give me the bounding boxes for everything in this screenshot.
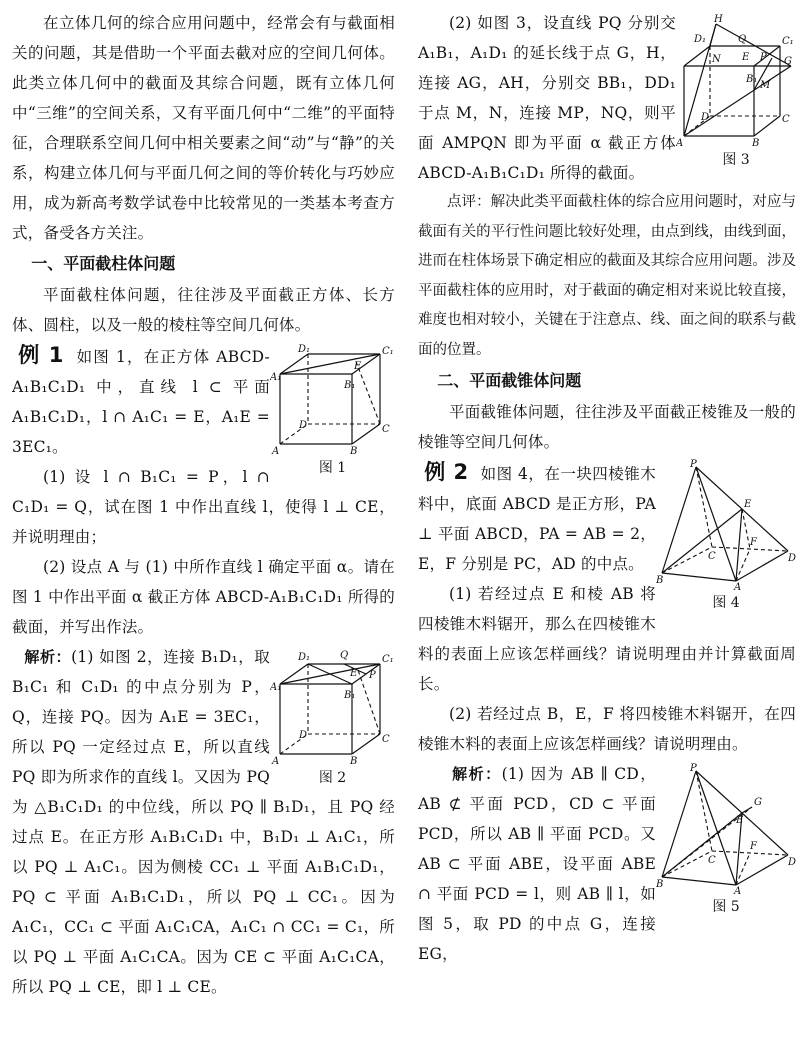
example1-question2: (2) 设点 A 与 (1) 中所作直线 l 确定平面 α。请在图 1 中作出平面 α 截正方体 ABCD-A₁B₁C₁D₁ 所得的截面，并写出作法。 (12, 558, 395, 636)
svg-text:M: M (760, 80, 771, 91)
solution-label-2: 解析： (452, 765, 502, 783)
pyramid-diagram-4 (656, 459, 796, 591)
svg-text:B: B (656, 879, 664, 890)
section2-heading: 二、平面截锥体问题 (437, 371, 582, 390)
svg-text:E: E (354, 361, 362, 372)
svg-text:B₁: B₁ (746, 74, 758, 85)
figure-3-caption: 图 3 (722, 152, 750, 168)
svg-text:B: B (350, 756, 358, 766)
example2-text: 如图 4，在一块四棱锥木料中，底面 ABCD 是正方形，PA ⊥ 平面 ABCD，PA = AB = 2，E，F 分别是 PC，AD 的中点。 (418, 465, 656, 573)
solution2: (2) 如图 3，设直线 PQ 分别交 A₁B₁，A₁D₁ 的延长线于点 G，H，连接 AG，AH，分别交 BB₁，DD₁ 于点 M，N，连接 MP，NQ，则平面 AMPQN 即为平面 α 截正方体 ABCD-A₁B₁C₁D₁ 所得的截面。 (418, 14, 676, 182)
svg-text:Q: Q (738, 34, 747, 45)
section2-text: 平面截锥体问题，往往涉及平面截正棱锥及一般的棱锥等空间几何体。 (418, 403, 796, 451)
svg-text:P: P (690, 763, 697, 774)
svg-text:A: A (734, 886, 742, 895)
svg-text:D₁: D₁ (298, 652, 311, 663)
svg-text:E: E (736, 815, 744, 826)
figure-1-caption: 图 1 (318, 460, 347, 476)
svg-text:E: E (744, 499, 752, 510)
svg-text:A: A (272, 446, 280, 456)
figure-1 (270, 344, 395, 478)
cube-diagram-1 (270, 344, 395, 456)
figure-4-caption: 图 4 (712, 595, 740, 611)
svg-text:P: P (760, 52, 767, 63)
svg-text:D: D (299, 730, 308, 741)
comment-paragraph: 点评：解决此类平面截柱体的综合应用问题时，对应与截面有关的平行性问题比较好处理，由点到线，由线到面，进而在柱体场景下确定相应的截面及其综合应用问题。涉及平面截柱体的应用时，对于截面的确定相对来说比较直接，难度也相对较小，关键在于注意点、线、面之间的联系与截面的位置。 (418, 194, 796, 358)
example1-label: 例 1 (18, 343, 64, 367)
svg-text:D: D (701, 112, 710, 123)
svg-text:C₁: C₁ (382, 654, 394, 665)
svg-text:A: A (734, 582, 742, 591)
svg-text:B: B (656, 575, 664, 586)
solution3-text: (1) 因为 AB ∥ CD，AB ⊄ 平面 PCD，CD ⊂ 平面 PCD，所以 AB ∥ 平面 PCD。又 AB ⊂ 平面 ABE，设平面 ABE ∩ 平面 PCD = l，则 AB ∥ l，如图 5，取 PD 的中点 G，连接 EG， (418, 765, 656, 963)
intro-paragraph: 在立体几何的综合应用问题中，经常会有与截面相关的问题，其是借助一个平面去截对应的空间几何体。此类立体几何中的截面及其综合问题，既有立体几何中“三维”的空间关系，又有平面几何中“二维”的平面特征，合理联系空间几何中相关要素之间“动”与“静”的关系，构建立体几何与平面几何之间的等价转化与巧妙应用，成为新高考数学试卷中比较常见的一类基本考查方式，备受各方关注。 (12, 14, 395, 242)
svg-text:H: H (714, 14, 723, 25)
svg-text:C₁: C₁ (782, 36, 794, 47)
example2-question1: (1) 若经过点 E 和棱 AB 将四棱锥木料锯开，那么在四棱锥木料的表面上应该怎样画线？请说明理由并计算截面周长。 (418, 585, 796, 693)
svg-text:P: P (690, 459, 697, 470)
svg-text:E: E (350, 668, 358, 679)
section1-heading: 一、平面截柱体问题 (31, 254, 176, 273)
example1-question1: (1) 设 l ∩ B₁C₁ = P，l ∩ C₁D₁ = Q，试在图 1 中作出直线 l，使得 l ⊥ CE，并说明理由； (12, 468, 395, 546)
pyramid-diagram-5 (656, 763, 796, 895)
svg-text:E: E (742, 52, 750, 63)
solution1-text: (1) 如图 2，连接 B₁D₁，取 B₁C₁ 和 C₁D₁ 的中点分别为 P，Q，连接 PQ。因为 A₁E = 3EC₁，所以 PQ 一定经过点 E，所以直线 PQ 即为所求作的直线 l。又因为 PQ 为 △B₁C₁D₁ 的中位线，所以 PQ ∥ B₁D₁，且 PQ 经过点 E。在正方形 A₁B₁C₁D₁ 中，B₁D₁ ⊥ A₁C₁，所以 PQ ⊥ A₁C₁。因为侧棱 CC₁ ⊥ 平面 A₁B₁C₁D₁，PQ ⊂ 平面 A₁B₁C₁D₁，所以 PQ ⊥ CC₁。因为 A₁C₁，CC₁ ⊂ 平面 A₁C₁CA，A₁C₁ ∩ CC₁ = C₁，所以 PQ ⊥ 平面 A₁C₁CA。因为 CE ⊂ 平面 A₁C₁CA，所以 PQ ⊥ CE，即 l ⊥ CE。 (12, 648, 395, 996)
figure-5 (656, 763, 796, 917)
svg-text:A: A (272, 756, 280, 766)
svg-text:D₁: D₁ (298, 344, 311, 355)
right-column (418, 8, 796, 969)
figure-5-caption: 图 5 (712, 899, 740, 915)
svg-text:C: C (382, 734, 390, 745)
svg-text:C: C (782, 114, 790, 125)
left-column (12, 8, 395, 1002)
svg-text:P: P (369, 670, 376, 681)
svg-text:C: C (382, 424, 390, 435)
svg-text:D₁: D₁ (694, 34, 707, 45)
svg-text:G: G (784, 56, 792, 67)
svg-text:F: F (750, 537, 757, 548)
svg-text:B: B (350, 446, 358, 456)
svg-text:G: G (754, 797, 762, 808)
figure-4 (656, 459, 796, 613)
svg-text:C₁: C₁ (382, 346, 394, 357)
svg-text:C: C (708, 855, 716, 866)
svg-text:F: F (750, 841, 757, 852)
example2-label: 例 2 (424, 460, 469, 484)
svg-text:A: A (676, 138, 684, 148)
svg-text:B: B (752, 138, 760, 148)
cube-diagram-3 (676, 12, 796, 148)
figure-2 (270, 648, 395, 788)
figure-3 (676, 12, 796, 170)
svg-text:A₁: A₁ (270, 372, 282, 383)
svg-text:A₁: A₁ (270, 682, 282, 693)
svg-text:D: D (788, 857, 796, 868)
example1-text: 如图 1，在正方体 ABCD-A₁B₁C₁D₁ 中，直线 l ⊂ 平面 A₁B₁C₁D₁，l ∩ A₁C₁ = E，A₁E = 3EC₁。 (12, 348, 270, 456)
solution-label-1: 解析： (24, 648, 72, 666)
svg-text:B₁: B₁ (344, 690, 356, 701)
svg-text:C: C (708, 551, 716, 562)
cube-diagram-2 (270, 648, 395, 766)
figure-2-caption: 图 2 (318, 770, 347, 786)
svg-text:D: D (299, 420, 308, 431)
section1-text: 平面截柱体问题，往往涉及平面截正方体、长方体、圆柱，以及一般的棱柱等空间几何体。 (12, 286, 395, 334)
example2-question2: (2) 若经过点 B，E，F 将四棱锥木料锯开，在四棱锥木料的表面上应该怎样画线？请说明理由。 (418, 705, 796, 753)
svg-text:D: D (788, 553, 796, 564)
svg-text:Q: Q (340, 650, 349, 661)
svg-text:N: N (712, 54, 721, 65)
svg-text:B₁: B₁ (344, 380, 356, 391)
